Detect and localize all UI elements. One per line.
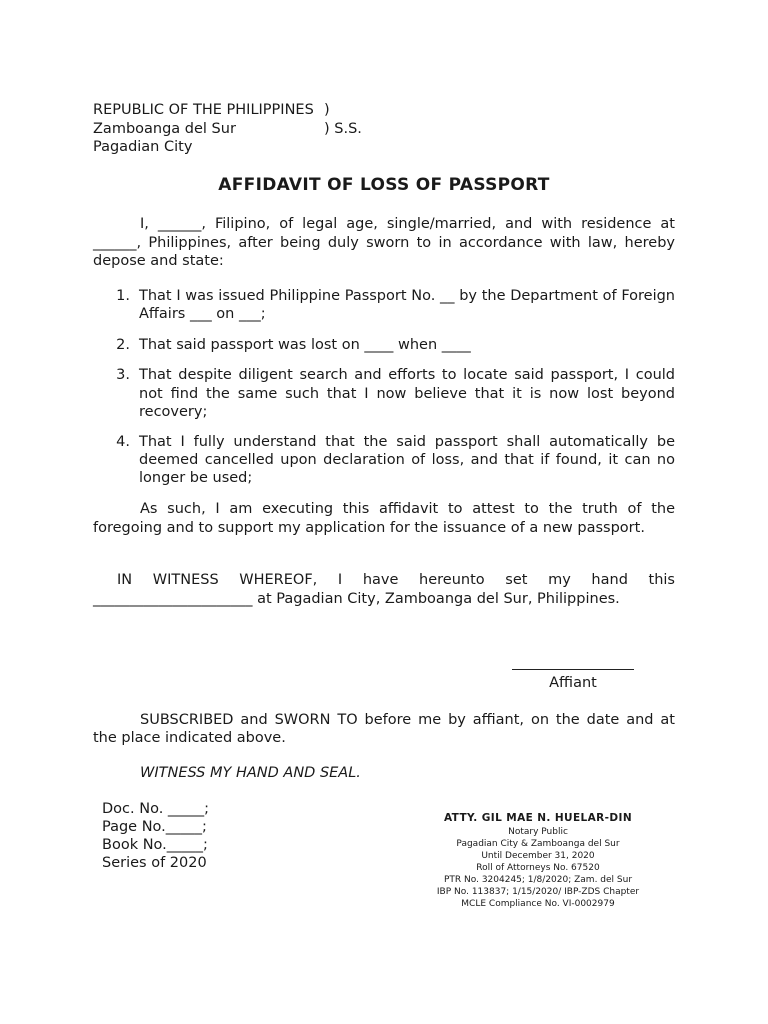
jurat-line-2: the place indicated above. [93,730,286,746]
venue-province: Zamboanga del Sur [93,121,236,137]
item-1-line-1: That I was issued Philippine Passport No. __ by the Department of Foreign [139,288,675,304]
item-1-line-2: Affairs ___ on ___; [139,306,266,322]
item-4-line-1: That I fully understand that the said passport shall automatically be [139,434,675,450]
item-number: 4. [116,434,130,450]
book-number: Book No._____; [102,837,208,853]
notary-mcle-number: MCLE Compliance No. VI-0002979 [461,899,615,909]
notary-jurisdiction: Pagadian City & Zamboanga del Sur [456,839,620,849]
notary-ptr-number: PTR No. 3204245; 1/8/2020; Zam. del Sur [443,875,633,885]
affiant-label: Affiant [549,675,597,691]
venue-paren-1: ) [324,102,330,118]
intro-line-2: ______, Philippines, after being duly sworn to in accordance with law, hereby [93,235,675,251]
series-year: Series of 2020 [102,855,207,871]
doc-number: Doc. No. _____; [102,801,210,817]
notary-name: ATTY. GIL MAE N. HUELAR-DIN [443,812,633,824]
intro-line-1: I, ______, Filipino, of legal age, single/married, and with residence at [140,216,675,232]
conclusion-line-2: foregoing and to support my application for the issuance of a new passport. [93,520,645,536]
witness-line-1: IN WITNESS WHEREOF, I have hereunto set my hand this [117,572,675,588]
document-title: AFFIDAVIT OF LOSS OF PASSPORT [218,175,550,195]
intro-line-3: depose and state: [93,253,224,269]
notary-title: Notary Public [508,827,568,837]
witness-line-2: ______________________ at Pagadian City, Zamboanga del Sur, Philippines. [93,591,620,607]
notary-commission-expiry: Until December 31, 2020 [481,851,595,861]
venue-city: Pagadian City [93,139,193,155]
conclusion-line-1: As such, I am executing this affidavit to attest to the truth of the [140,501,675,517]
affiant-signature-line [512,669,634,670]
witness-hand-and-seal: WITNESS MY HAND AND SEAL. [140,765,361,781]
notary-roll-number: Roll of Attorneys No. 67520 [476,863,600,873]
item-3-line-1: That despite diligent search and efforts to locate said passport, I could [139,367,675,383]
item-4-line-2: deemed cancelled upon declaration of loss, and that if found, it can no [139,452,675,468]
notary-block [400,810,676,910]
page-number: Page No._____; [102,819,207,835]
item-4-line-3: longer be used; [139,470,253,486]
item-number: 1. [116,288,130,304]
item-number: 3. [116,367,130,383]
notary-ibp-number: IBP No. 113837; 1/15/2020/ IBP-ZDS Chapter [436,887,640,897]
item-number: 2. [116,337,130,353]
venue-ss: ) S.S. [324,121,362,137]
item-2-line-1: That said passport was lost on ____ when ____ [139,337,471,353]
jurat-line-1: SUBSCRIBED and SWORN TO before me by affiant, on the date and at [140,712,675,728]
item-3-line-2: not find the same such that I now believe that it is now lost beyond [139,386,675,402]
venue-country: REPUBLIC OF THE PHILIPPINES [93,102,314,118]
item-3-line-3: recovery; [139,404,208,420]
